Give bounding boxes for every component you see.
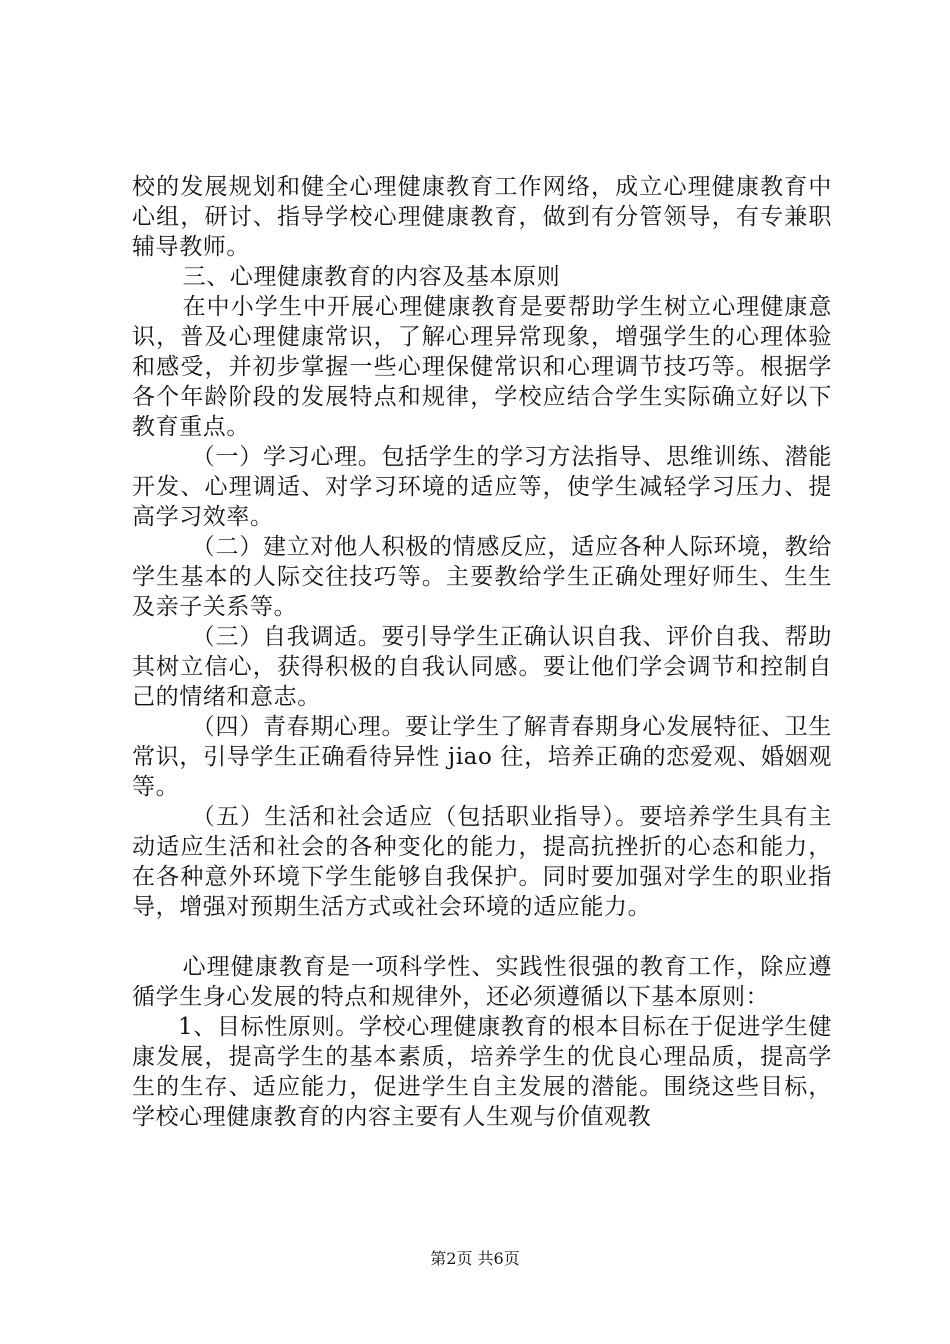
list-item-2: （二）建立对他人积极的情感反应，适应各种人际环境，教给学生基本的人际交往技巧等。主要教给学生正确处理好师生、生生及亲子关系等。 — [132, 534, 832, 620]
list-item-5: （五）生活和社会适应（包括职业指导）。要培养学生具有主动适应生活和社会的各种变化的能力，提高抗挫折的心态和能力，在各种意外环境下学生能够自我保护。同时要加强对学生的职业指导，增强对预期生活方式或社会环境的适应能力。 — [132, 804, 832, 920]
list-item-1: （一）学习心理。包括学生的学习方法指导、思维训练、潜能开发、心理调适、对学习环境的适应等，使学生减轻学习压力、提高学习效率。 — [132, 444, 832, 530]
document-body — [132, 172, 832, 1132]
page-footer: 第2页 共6页 — [430, 1249, 520, 1268]
paragraph-principle-1: 1、目标性原则。学校心理健康教育的根本目标在于促进学生健康发展，提高学生的基本素质，培养学生的优良心理品质，提高学生的生存、适应能力，促进学生自主发展的潜能。围绕这些目标，学校心理健康教育的内容主要有人生观与价值观教 — [132, 1014, 832, 1130]
list-item-4: （四）青春期心理。要让学生了解青春期身心发展特征、卫生常识，引导学生正确看待异性 jiao 往，培养正确的恋爱观、婚姻观等。 — [132, 714, 832, 800]
paragraph-continuation: 校的发展规划和健全心理健康教育工作网络，成立心理健康教育中心组，研讨、指导学校心理健康教育，做到有分管领导，有专兼职辅导教师。 — [132, 174, 832, 260]
section-heading: 三、心理健康教育的内容及基本原则 — [182, 264, 561, 290]
list-item-3: （三）自我调适。要引导学生正确认识自我、评价自我、帮助其树立信心，获得积极的自我认同感。要让他们学会调节和控制自己的情绪和意志。 — [132, 624, 832, 710]
paragraph-spacer — [132, 922, 832, 952]
paragraph-intro: 在中小学生中开展心理健康教育是要帮助学生树立心理健康意识，普及心理健康常识，了解心理异常现象，增强学生的心理体验和感受，并初步掌握一些心理保健常识和心理调节技巧等。根据学各个年龄阶段的发展特点和规律，学校应结合学生实际确立好以下教育重点。 — [132, 294, 832, 440]
paragraph-principles-intro: 心理健康教育是一项科学性、实践性很强的教育工作，除应遵循学生身心发展的特点和规律外，还必须遵循以下基本原则： — [132, 954, 832, 1010]
